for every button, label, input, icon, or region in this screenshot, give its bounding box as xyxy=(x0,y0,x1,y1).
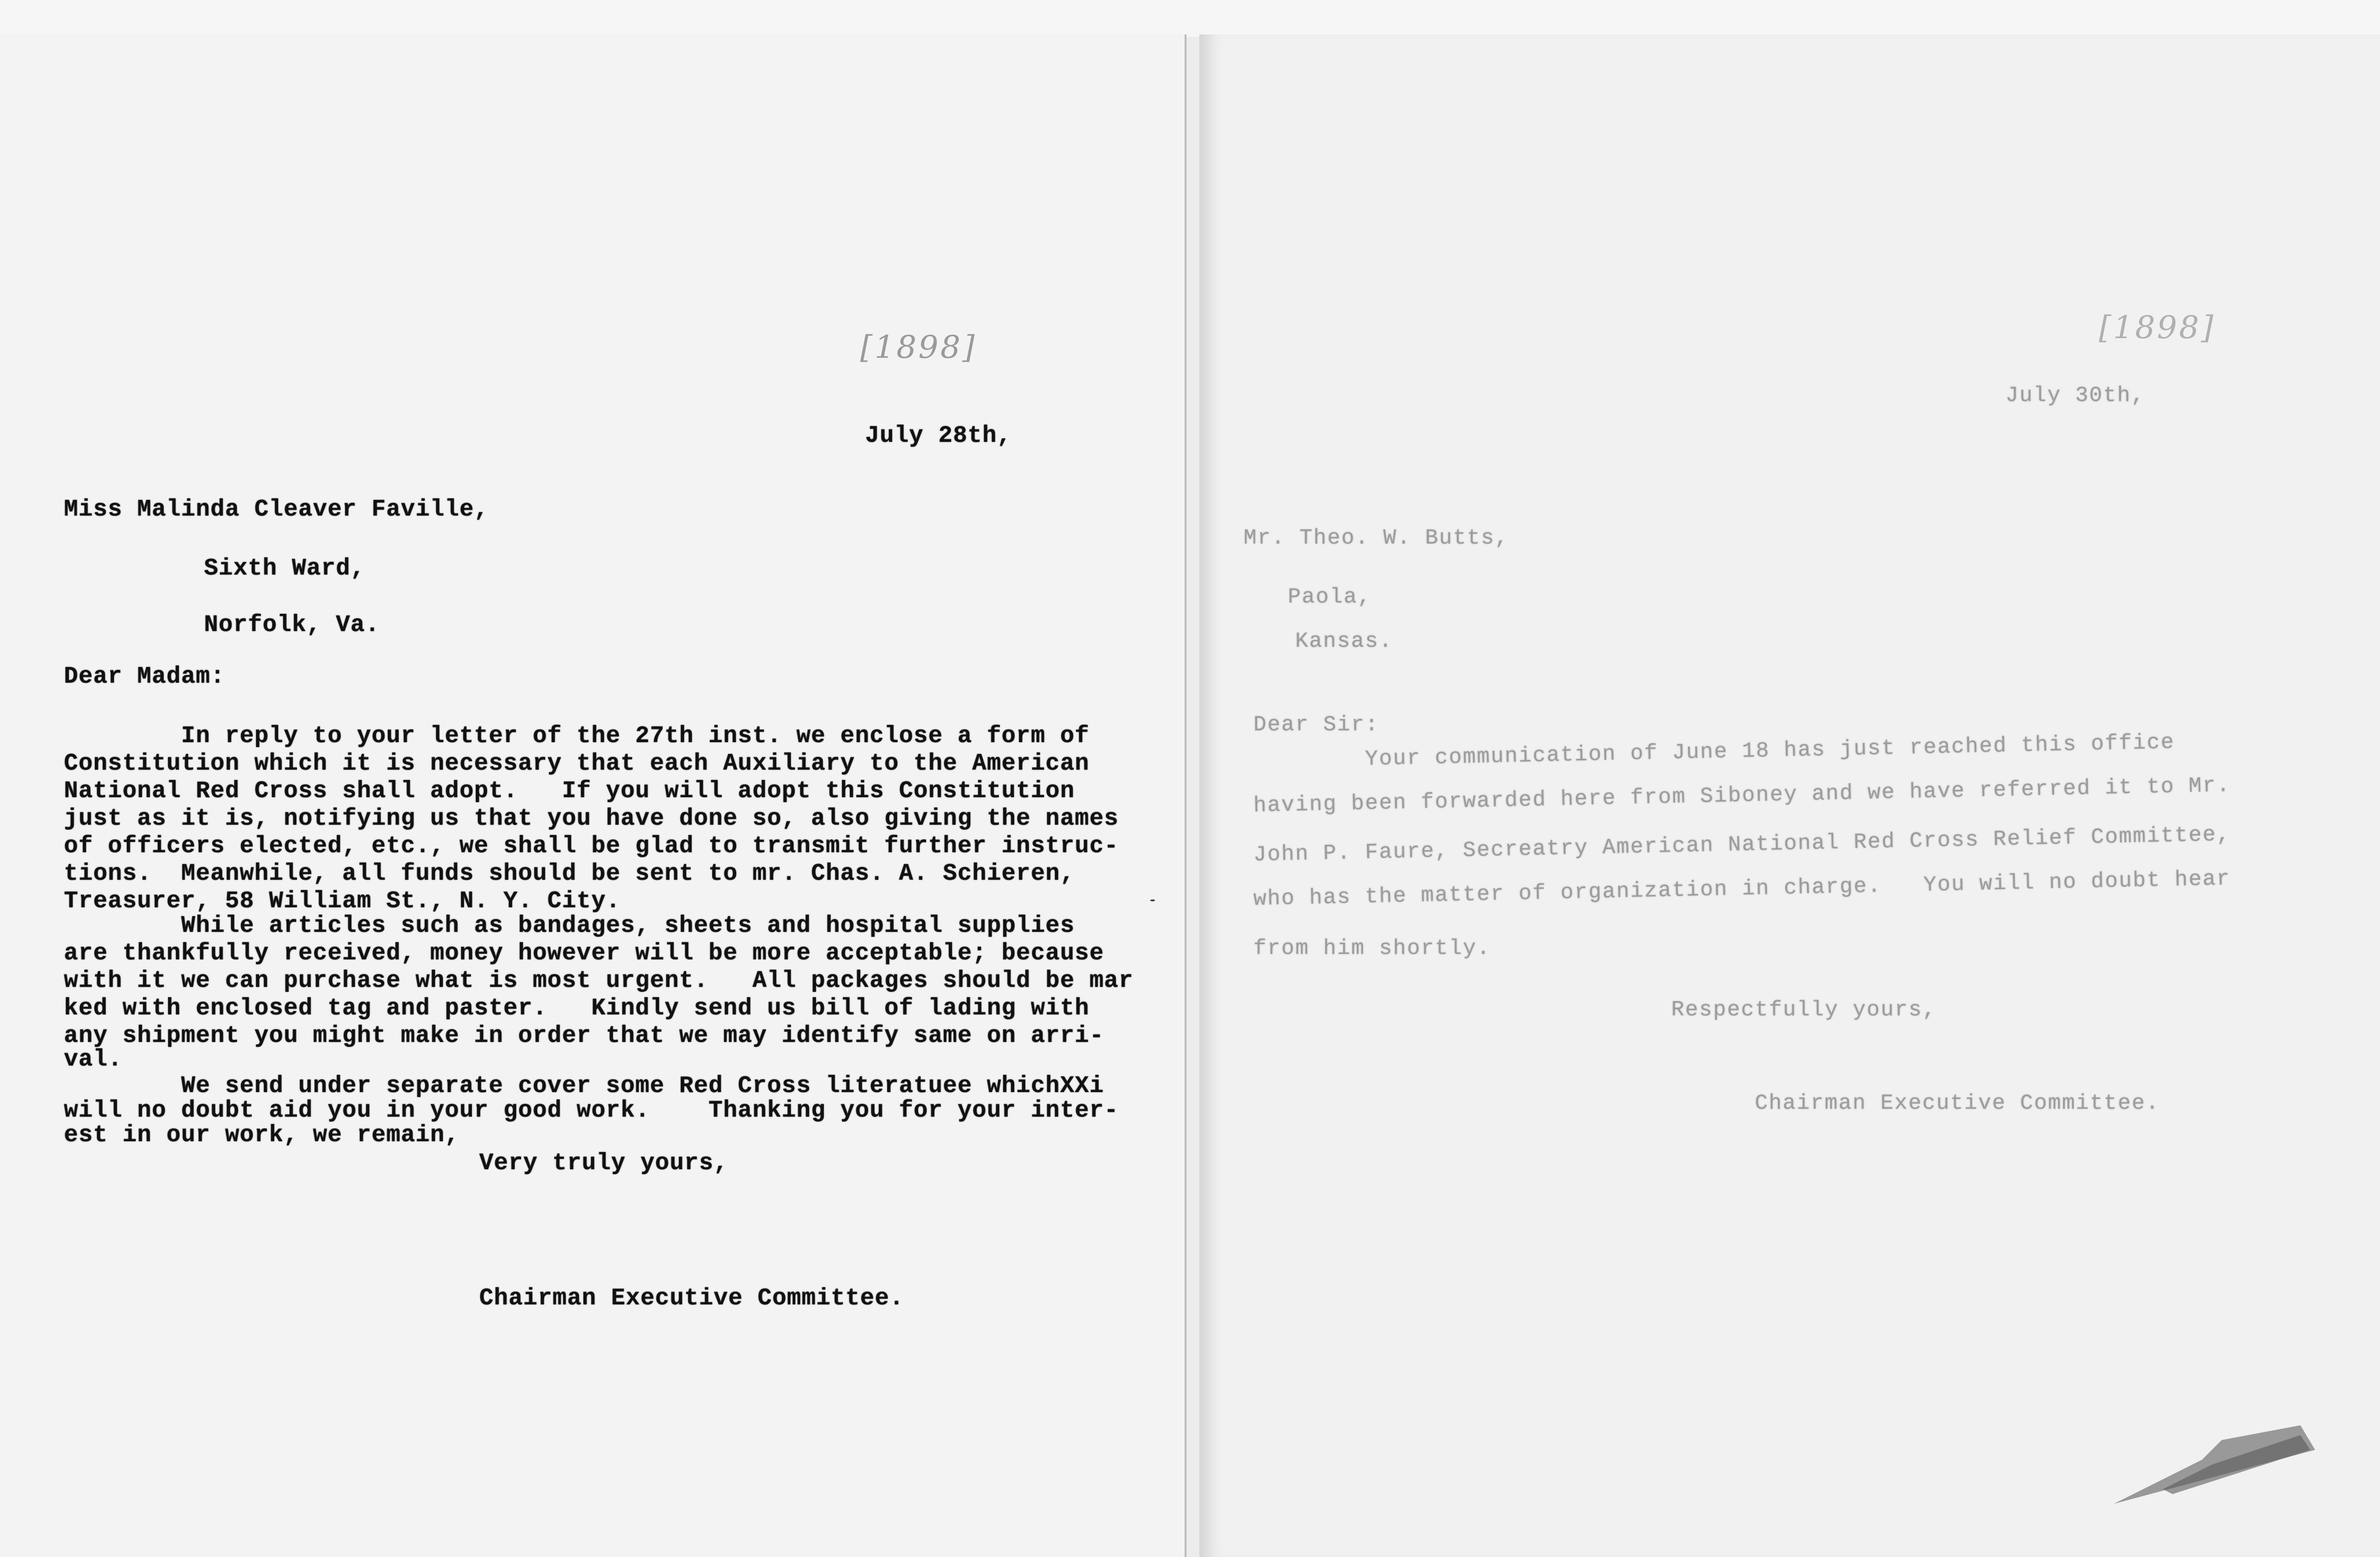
signature: Chairman Executive Committee. xyxy=(1755,1091,2160,1116)
body-line: just as it is, notifying us that you have done so, also giving the names xyxy=(64,806,1119,832)
year-annotation: [1898] xyxy=(860,329,977,366)
body-line: will no doubt aid you in your good work. Thanking you for your inter- xyxy=(64,1097,1119,1124)
body-line: National Red Cross shall adopt. If you will adopt this Constitution xyxy=(64,778,1075,805)
folded-corner-mark xyxy=(2114,1396,2340,1504)
body-line: While articles such as bandages, sheets and hospital supplies xyxy=(64,913,1075,939)
body-line: any shipment you might make in order that we may identify same on arri- xyxy=(64,1023,1104,1049)
letter-date: July 30th, xyxy=(2005,383,2146,408)
ink-speck xyxy=(1150,899,1155,901)
body-line: from him shortly. xyxy=(1253,936,1491,961)
body-line: are thankfully received, money however will be more acceptable; because xyxy=(64,940,1104,967)
body-line: We send under separate cover some Red Cross literatuee whichXXi xyxy=(64,1073,1104,1099)
recipient-name: Mr. Theo. W. Butts, xyxy=(1244,526,1509,550)
closing: Respectfully yours, xyxy=(1671,998,1937,1022)
recipient-address-line2: Kansas. xyxy=(1295,629,1393,654)
body-line: John P. Faure, Secreatry American National Red Cross Relief Committee, xyxy=(1253,822,2231,867)
body-line: who has the matter of organization in charge. You will no doubt hear xyxy=(1253,866,2231,912)
body-line: est in our work, we remain, xyxy=(64,1122,460,1149)
body-line: Treasurer, 58 William St., N. Y. City. xyxy=(64,888,621,915)
letter-page-right xyxy=(1199,34,2380,1557)
body-line: tions. Meanwhile, all funds should be sent to mr. Chas. A. Schieren, xyxy=(64,861,1075,887)
recipient-address-line1: Sixth Ward, xyxy=(204,555,365,582)
closing: Very truly yours, xyxy=(479,1150,728,1177)
body-line: In reply to your letter of the 27th inst. we enclose a form of xyxy=(64,723,1090,750)
letter-date: July 28th, xyxy=(865,423,1012,449)
salutation: Dear Madam: xyxy=(64,663,225,690)
recipient-address-line1: Paola, xyxy=(1288,585,1372,609)
body-line: ked with enclosed tag and paster. Kindly send us bill of lading with xyxy=(64,995,1090,1022)
letter-page-left xyxy=(0,34,1187,1557)
body-line: of officers elected, etc., we shall be glad to transmit further instruc- xyxy=(64,833,1119,860)
scan-top-margin xyxy=(0,0,2380,37)
body-line: Constitution which it is necessary that each Auxiliary to the American xyxy=(64,750,1090,777)
body-line: Your communication of June 18 has just reached this office xyxy=(1253,730,2175,774)
body-line: having been forwarded here from Siboney and we have referred it to Mr. xyxy=(1253,773,2231,818)
salutation: Dear Sir: xyxy=(1253,713,1379,737)
recipient-name: Miss Malinda Cleaver Faville, xyxy=(64,496,489,523)
body-line: with it we can purchase what is most urgent. All packages should be mar xyxy=(64,968,1133,994)
signature: Chairman Executive Committee. xyxy=(479,1285,904,1312)
year-annotation: [1898] xyxy=(2099,310,2215,346)
recipient-address-line2: Norfolk, Va. xyxy=(204,612,380,638)
body-line: val. xyxy=(64,1046,123,1073)
